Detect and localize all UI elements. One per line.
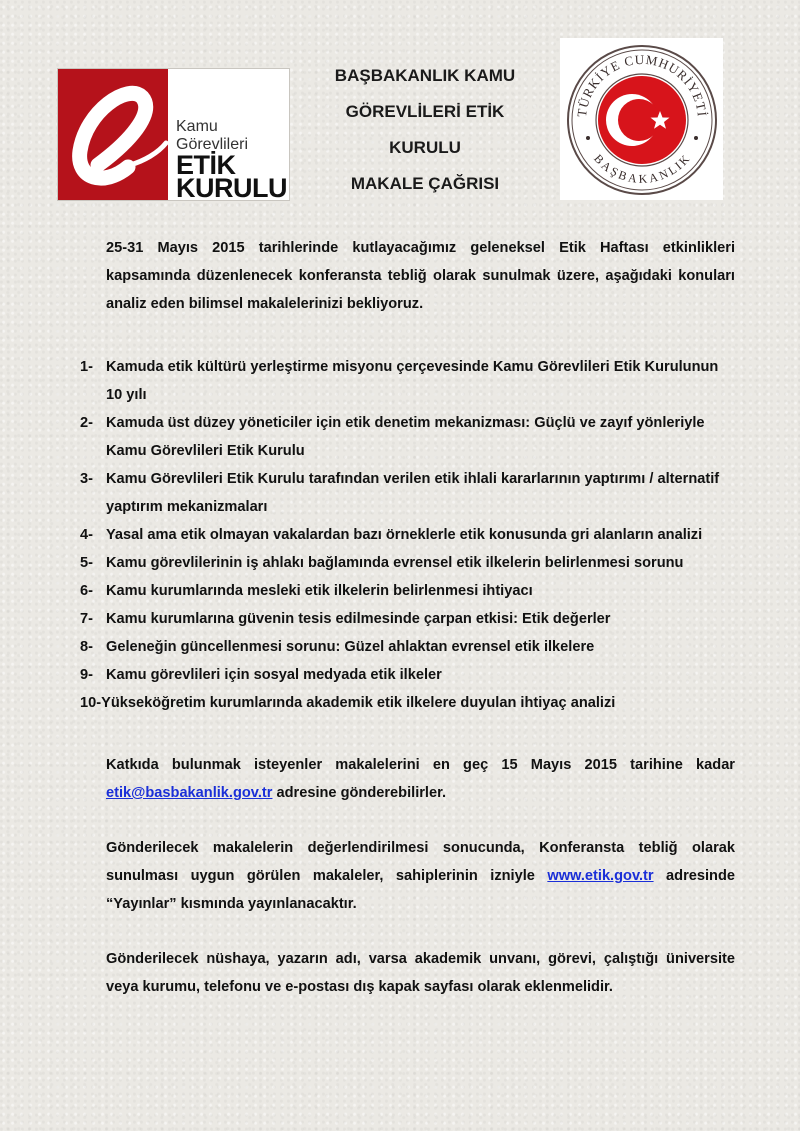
list-text: Kamu görevlileri için sosyal medyada etik ilkeler <box>106 667 442 683</box>
email-link[interactable]: etik@basbakanlik.gov.tr <box>106 785 273 801</box>
list-number: 4- <box>80 527 93 543</box>
script-e-logo-icon <box>58 69 168 200</box>
intro-paragraph: 25-31 Mayıs 2015 tarihlerinde kutlayacağımız geleneksel Etik Haftası etkinlikleri kapsamında düzenlenecek konferansta tebliğ olarak sunulmak üzere, aşağıdaki konuları analiz eden bilimsel makalelerinizi bekliyoruz. <box>106 240 735 312</box>
evaluation-text: Gönderilecek makalelerin değerlendirilmesi sonucunda, Konferansta tebliğ olarak sunulması uygun görülen makaleler, sahiplerinin izniyle <box>106 840 735 884</box>
list-item <box>80 353 735 409</box>
list-item <box>80 661 735 689</box>
website-link[interactable]: www.etik.gov.tr <box>547 868 654 884</box>
list-number: 7- <box>80 611 93 627</box>
list-text: Kamu görevlilerinin iş ahlakı bağlamında evrensel etik ilkelerin belirlenmesi sorunu <box>106 555 684 571</box>
list-item <box>80 521 735 549</box>
submission-text: Katkıda bulunmak isteyenler makalelerini en geç 15 Mayıs 2015 tarihine kadar <box>106 757 735 773</box>
logo-text-etik: ETİK <box>176 150 236 180</box>
main-content <box>80 234 735 1001</box>
list-item <box>80 605 735 633</box>
logo-red-block <box>58 69 168 200</box>
list-item <box>80 689 735 717</box>
list-text: Kamuda üst düzey yöneticiler için etik denetim mekanizması: Güçlü ve zayıf yönleriyle Kamu Görevlileri Etik Kurulu <box>106 415 705 459</box>
list-item <box>80 633 735 661</box>
evaluation-text-end: adresinde “Yayınlar” kısmında yayınlanacaktır. <box>106 868 735 912</box>
etik-kurulu-logo <box>57 68 290 201</box>
seal-top-text: TÜRKİYE CUMHURİYETİ <box>573 51 710 118</box>
seal-bottom-text: BAŞBAKANLIK <box>591 151 693 186</box>
list-text: Yasal ama etik olmayan vakalardan bazı örneklerle etik konusunda gri alanların analizi <box>106 527 703 543</box>
list-item <box>80 465 735 521</box>
list-text: Kamuda etik kültürü yerleştirme misyonu çerçevesinde Kamu Görevlileri Etik Kurulunun 10 yılı <box>106 359 719 403</box>
list-number: 6- <box>80 583 93 599</box>
turkish-crescent-star-seal-icon <box>560 38 723 200</box>
logo-text-kamu: Kamu <box>176 118 218 135</box>
list-text: Kamu kurumlarına güvenin tesis edilmesinde çarpan etkisi: Etik değerler <box>106 611 611 627</box>
title-line: MAKALE ÇAĞRISI <box>350 174 500 193</box>
logo-text-gorevlileri: Görevlileri <box>176 136 249 153</box>
list-number: 8- <box>80 639 93 655</box>
page-title <box>300 58 550 202</box>
title-line: BAŞBAKANLIK KAMU <box>334 66 516 85</box>
list-text: Yükseköğretim kurumlarında akademik etik ilkelere duyulan ihtiyaç analizi <box>101 695 616 711</box>
list-number: 1- <box>80 359 93 375</box>
list-item <box>80 577 735 605</box>
topic-list <box>80 353 735 717</box>
list-number: 2- <box>80 415 93 431</box>
logo-text-kurulu: KURULU <box>176 173 287 203</box>
submission-text-end: adresine gönderebilirler. <box>276 785 447 801</box>
list-number: 3- <box>80 471 93 487</box>
submission-paragraph <box>80 751 735 807</box>
list-text: Geleneğin güncellenmesi sorunu: Güzel ahlaktan evrensel etik ilkelere <box>106 639 595 655</box>
title-line: KURULU <box>389 138 461 157</box>
list-text: Kamu kurumlarında mesleki etik ilkelerin belirlenmesi ihtiyacı <box>106 583 533 599</box>
evaluation-paragraph <box>80 834 735 918</box>
basbakanlik-seal <box>560 38 723 200</box>
list-text: Kamu Görevlileri Etik Kurulu tarafından verilen etik ihlali kararlarının yaptırımı / alternatif yaptırım mekanizmaları <box>106 471 720 515</box>
list-item <box>80 409 735 465</box>
list-number: 10- <box>80 695 102 711</box>
list-number: 9- <box>80 667 93 683</box>
requirements-paragraph: Gönderilecek nüshaya, yazarın adı, varsa akademik unvanı, görevi, çalıştığı üniversite veya kurumu, telefonu ve e-postası dış kapak sayfası olarak eklenmelidir. <box>106 951 735 995</box>
list-item <box>80 549 735 577</box>
title-line: GÖREVLİLERİ ETİK <box>345 102 505 121</box>
list-number: 5- <box>80 555 93 571</box>
